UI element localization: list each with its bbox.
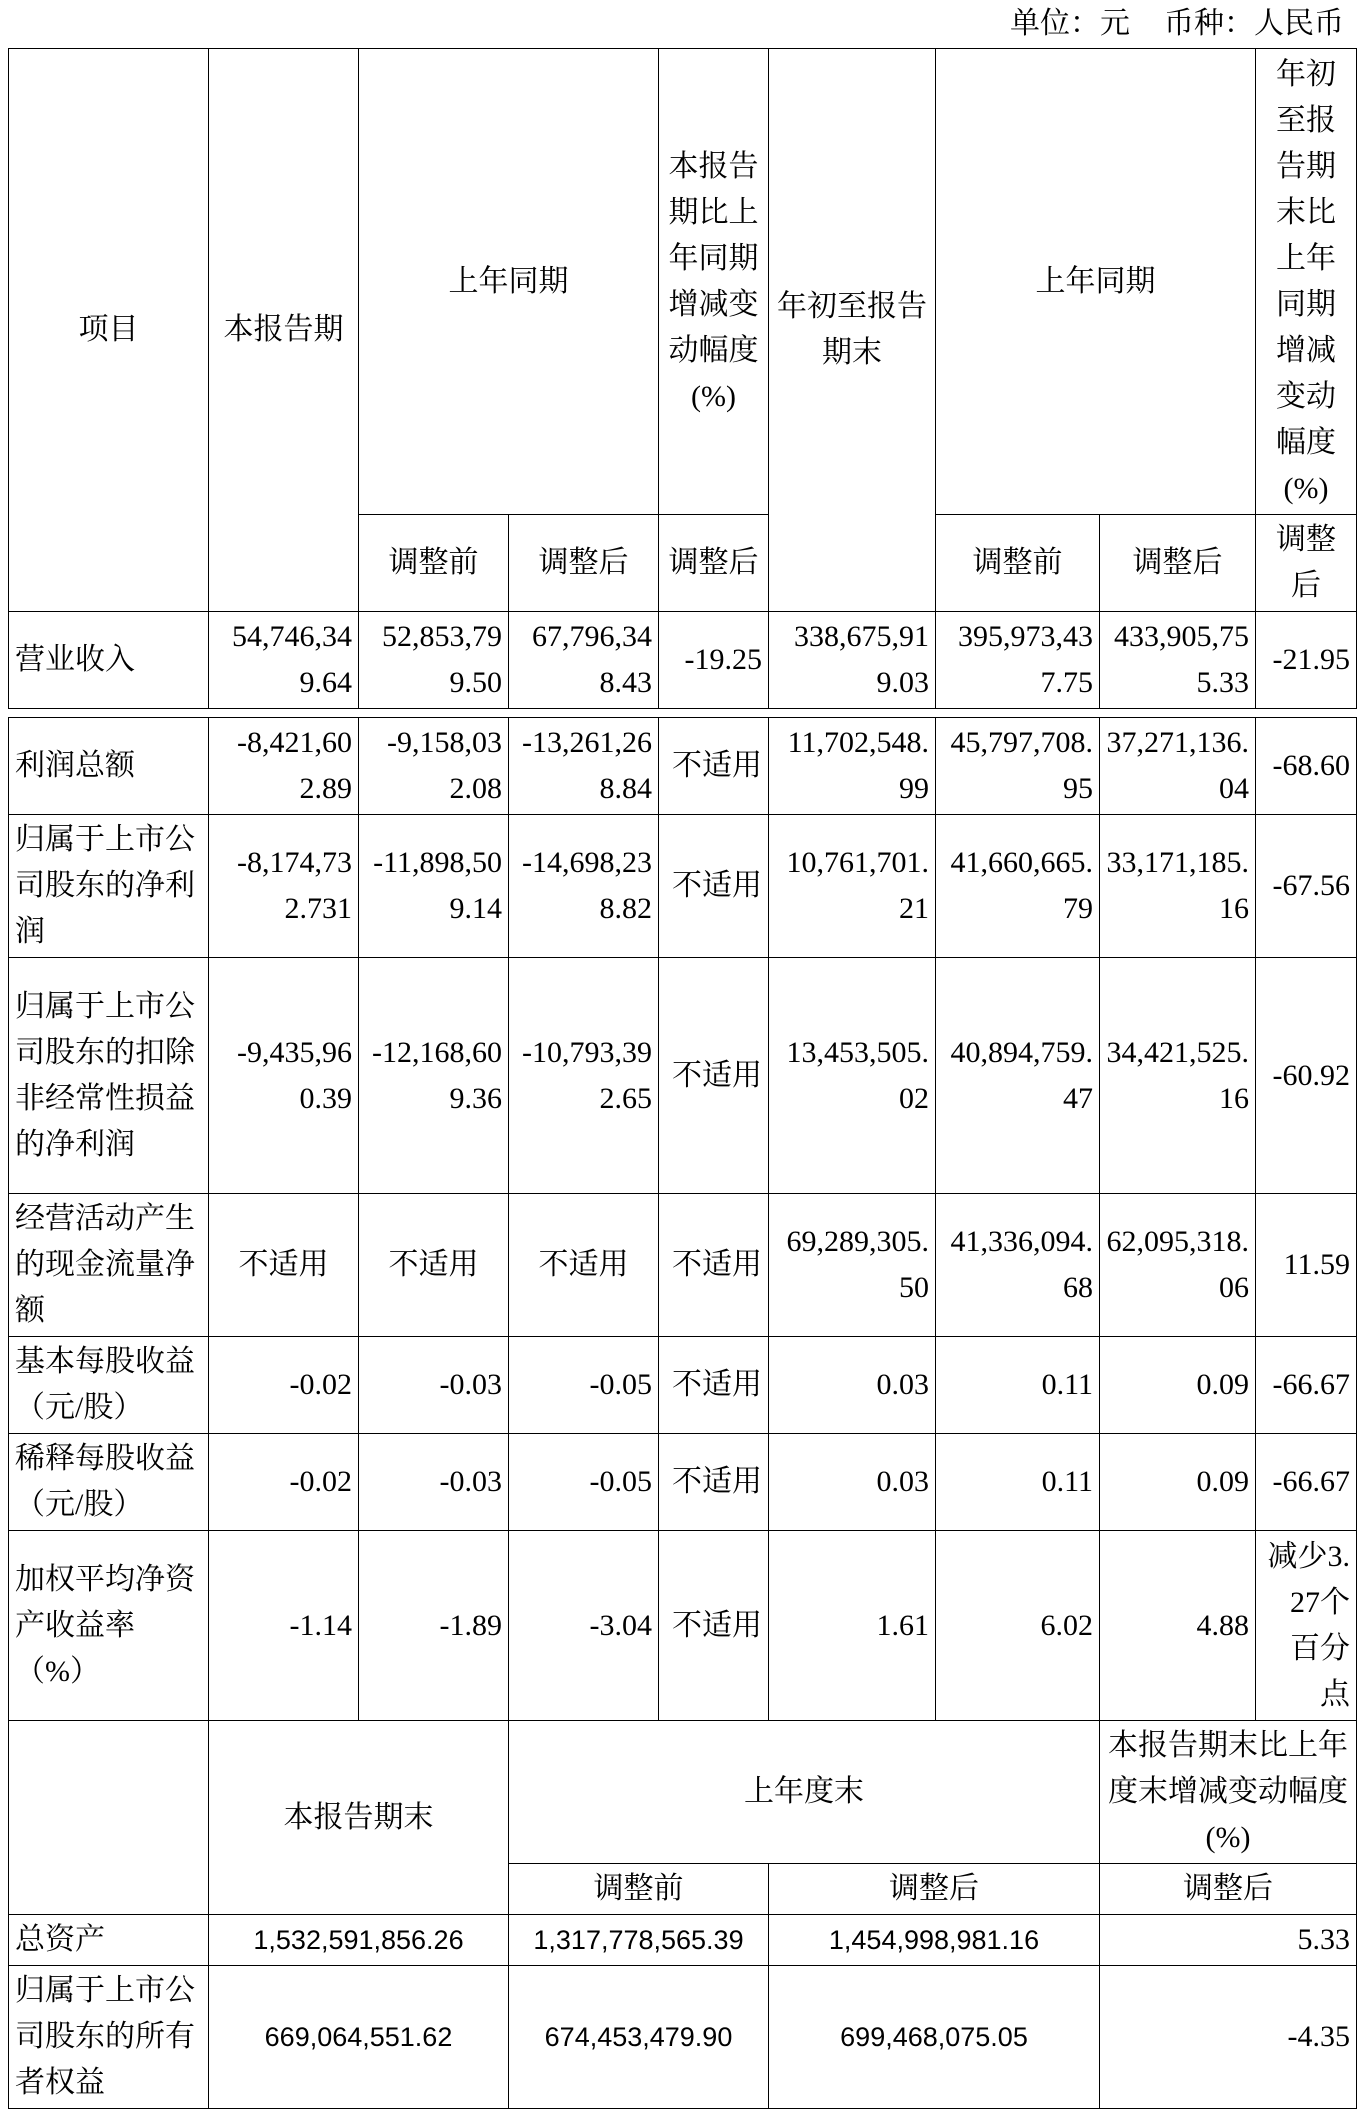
- cell: -14,698,238.82: [509, 815, 659, 958]
- cell: 0.03: [769, 1434, 936, 1531]
- row-label: 利润总额: [9, 718, 209, 815]
- cell: 37,271,136.04: [1100, 718, 1256, 815]
- cell: 67,796,348.43: [509, 612, 659, 709]
- table-row: [9, 1434, 1357, 1531]
- cell: 1,532,591,856.26: [209, 1915, 509, 1966]
- cell: -0.03: [359, 1337, 509, 1434]
- cell: -11,898,509.14: [359, 815, 509, 958]
- cell: 13,453,505.02: [769, 958, 936, 1194]
- cell: -9,158,032.08: [359, 718, 509, 815]
- table-row: [9, 1531, 1357, 1721]
- header-before-adjust: 调整前: [359, 515, 509, 612]
- cell: -21.95: [1256, 612, 1357, 709]
- cell: 69,289,305.50: [769, 1194, 936, 1337]
- cell: 1,317,778,565.39: [509, 1915, 769, 1966]
- cell: 1.61: [769, 1531, 936, 1721]
- table-row: [9, 1194, 1357, 1337]
- cell: 33,171,185.16: [1100, 815, 1256, 958]
- cell: 6.02: [936, 1531, 1100, 1721]
- bottom-header-after-adjust: 调整后: [769, 1864, 1100, 1915]
- cell: 不适用: [659, 718, 769, 815]
- cell: -0.05: [509, 1337, 659, 1434]
- header-item: 项目: [9, 49, 209, 612]
- header-row-1: [9, 49, 1357, 515]
- table-row: [9, 958, 1357, 1194]
- bottom-header-change: 本报告期末比上年度末增减变动幅度(%): [1100, 1721, 1357, 1864]
- cell: -12,168,609.36: [359, 958, 509, 1194]
- table-row: [9, 718, 1357, 815]
- cell: 不适用: [659, 1194, 769, 1337]
- row-label: 经营活动产生的现金流量净额: [9, 1194, 209, 1337]
- cell: 62,095,318.06: [1100, 1194, 1256, 1337]
- cell: 11.59: [1256, 1194, 1357, 1337]
- cell: 669,064,551.62: [209, 1966, 509, 2109]
- bottom-header-last-year-end: 上年度末: [509, 1721, 1100, 1864]
- cell: 不适用: [509, 1194, 659, 1337]
- row-label: 加权平均净资产收益率（%）: [9, 1531, 209, 1721]
- currency-label: 币种：人民币: [1164, 7, 1344, 40]
- header-same-period-last-year: 上年同期: [359, 49, 659, 515]
- header-after-adjust-short: 调整后: [659, 515, 769, 612]
- cell: -4.35: [1100, 1966, 1357, 2109]
- header-after-adjust-short-2: 调整后: [1256, 515, 1357, 612]
- cell: 41,336,094.68: [936, 1194, 1100, 1337]
- header-current-period: 本报告期: [209, 49, 359, 612]
- table-row: [9, 1966, 1357, 2109]
- cell: 699,468,075.05: [769, 1966, 1100, 2109]
- table-row: [9, 1915, 1357, 1966]
- row-label: 总资产: [9, 1915, 209, 1966]
- cell: 5.33: [1100, 1915, 1357, 1966]
- row-label: 归属于上市公司股东的净利润: [9, 815, 209, 958]
- header-current-change: 本报告期比上年同期增减变动幅度(%): [659, 49, 769, 515]
- separator-row: [9, 709, 1357, 718]
- cell: -19.25: [659, 612, 769, 709]
- cell: 433,905,755.33: [1100, 612, 1256, 709]
- cell: 45,797,708.95: [936, 718, 1100, 815]
- cell: -1.89: [359, 1531, 509, 1721]
- cell: 0.09: [1100, 1434, 1256, 1531]
- cell: 52,853,799.50: [359, 612, 509, 709]
- bottom-header-empty: [9, 1721, 209, 1915]
- cell: 0.11: [936, 1434, 1100, 1531]
- cell: -66.67: [1256, 1434, 1357, 1531]
- cell: -66.67: [1256, 1337, 1357, 1434]
- cell: 不适用: [659, 958, 769, 1194]
- cell: 395,973,437.75: [936, 612, 1100, 709]
- cell: -8,174,732.731: [209, 815, 359, 958]
- cell: 0.09: [1100, 1337, 1256, 1434]
- cell: -68.60: [1256, 718, 1357, 815]
- cell: 不适用: [209, 1194, 359, 1337]
- bottom-header-period-end: 本报告期末: [209, 1721, 509, 1915]
- cell: 不适用: [659, 815, 769, 958]
- cell: -0.03: [359, 1434, 509, 1531]
- cell: 10,761,701.21: [769, 815, 936, 958]
- bottom-header-after-adjust-change: 调整后: [1100, 1864, 1357, 1915]
- separator: [9, 709, 1357, 718]
- table-row: [9, 1337, 1357, 1434]
- header-ytd-change: 年初至报告期末比上年同期增减变动幅度(%): [1256, 49, 1357, 515]
- cell: 338,675,919.03: [769, 612, 936, 709]
- table-row: [9, 612, 1357, 709]
- cell: -67.56: [1256, 815, 1357, 958]
- cell: 1,454,998,981.16: [769, 1915, 1100, 1966]
- row-label: 营业收入: [9, 612, 209, 709]
- cell: -1.14: [209, 1531, 359, 1721]
- financial-data-table: [8, 48, 1357, 2109]
- row-label: 归属于上市公司股东的扣除非经常性损益的净利润: [9, 958, 209, 1194]
- header-ytd: 年初至报告期末: [769, 49, 936, 612]
- cell: -9,435,960.39: [209, 958, 359, 1194]
- unit-caption: [1010, 4, 1344, 44]
- cell: -0.05: [509, 1434, 659, 1531]
- table-row: [9, 815, 1357, 958]
- cell: -0.02: [209, 1434, 359, 1531]
- header-before-adjust-2: 调整前: [936, 515, 1100, 612]
- header-after-adjust-2: 调整后: [1100, 515, 1256, 612]
- cell: 不适用: [359, 1194, 509, 1337]
- cell: 不适用: [659, 1434, 769, 1531]
- bottom-header-before-adjust: 调整前: [509, 1864, 769, 1915]
- cell: 4.88: [1100, 1531, 1256, 1721]
- cell: -13,261,268.84: [509, 718, 659, 815]
- cell: -10,793,392.65: [509, 958, 659, 1194]
- cell: 54,746,349.64: [209, 612, 359, 709]
- bottom-header-row-1: [9, 1721, 1357, 1864]
- cell: 减少3.27个百分点: [1256, 1531, 1357, 1721]
- cell: 674,453,479.90: [509, 1966, 769, 2109]
- row-label: 归属于上市公司股东的所有者权益: [9, 1966, 209, 2109]
- unit-label: 单位：元: [1010, 7, 1130, 40]
- cell: 34,421,525.16: [1100, 958, 1256, 1194]
- cell: -60.92: [1256, 958, 1357, 1194]
- cell: 不适用: [659, 1337, 769, 1434]
- cell: -3.04: [509, 1531, 659, 1721]
- row-label: 基本每股收益（元/股）: [9, 1337, 209, 1434]
- cell: 40,894,759.47: [936, 958, 1100, 1194]
- cell: -0.02: [209, 1337, 359, 1434]
- cell: -8,421,602.89: [209, 718, 359, 815]
- cell: 0.03: [769, 1337, 936, 1434]
- cell: 不适用: [659, 1531, 769, 1721]
- cell: 41,660,665.79: [936, 815, 1100, 958]
- header-same-period-last-year-2: 上年同期: [936, 49, 1256, 515]
- cell: 0.11: [936, 1337, 1100, 1434]
- cell: 11,702,548.99: [769, 718, 936, 815]
- header-after-adjust: 调整后: [509, 515, 659, 612]
- row-label: 稀释每股收益（元/股）: [9, 1434, 209, 1531]
